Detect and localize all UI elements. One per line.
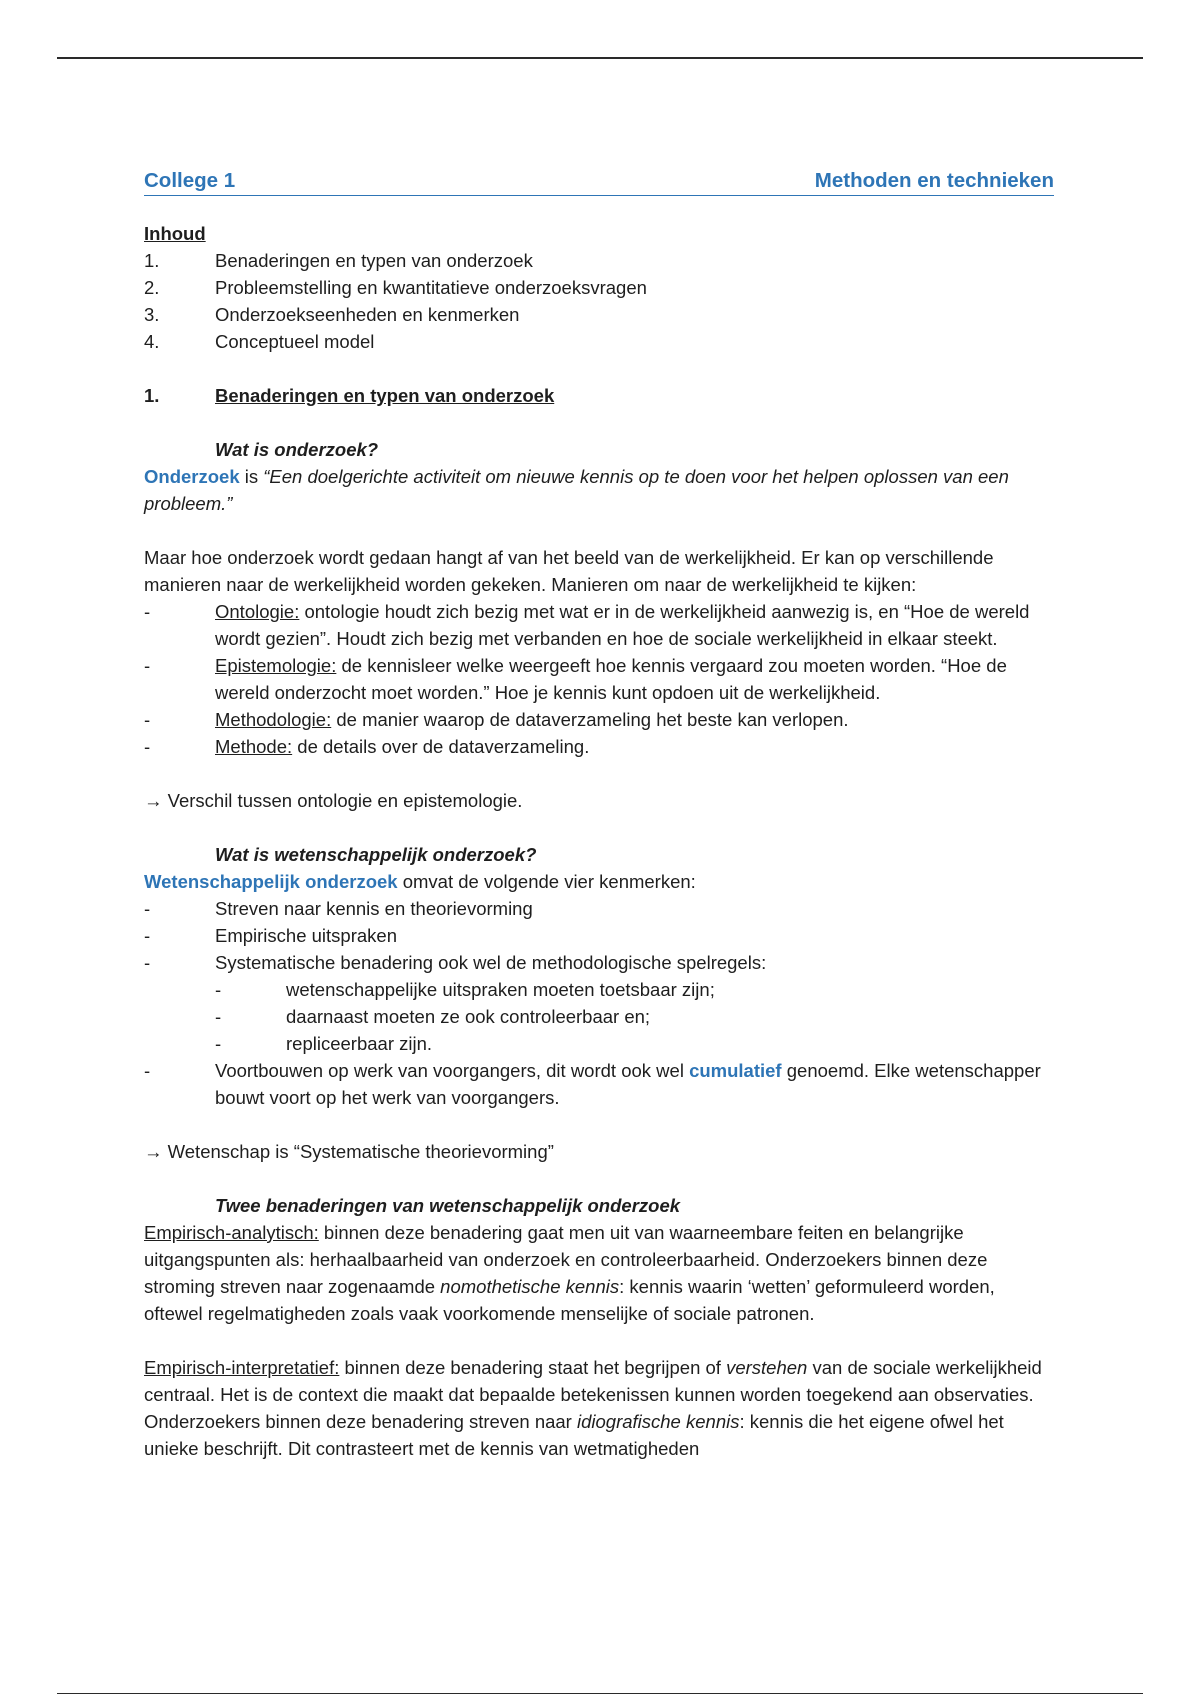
wetenschap-intro: Wetenschappelijk onderzoek omvat de volgende vier kenmerken: [144, 871, 696, 892]
toc-item: 1. Benaderingen en typen van onderzoek [144, 250, 533, 271]
intro-paragraph: Maar hoe onderzoek wordt gedaan hangt af van het beeld van de werkelijkheid. Er kan op verschillende manieren naar de werkelijkheid worden gekeken. Manieren om naar de werkelijkheid te kijken: [144, 547, 994, 595]
paragraph-empirisch-interpretatief: Empirisch-interpretatief: binnen deze benadering staat het begrijpen of verstehen van de sociale werkelijkheid centraal. Het is de context die maakt dat bepaalde betekenissen kunnen worden toegekend aan observaties. Onderzoekers binnen deze benadering streven naar idiografische kennis: kennis die het eigene ofwel het unieke beschrijft. Dit contrasteert met de kennis van wetmatigheden [144, 1357, 1042, 1459]
toc-list [144, 247, 1054, 355]
sub-list-item: - daarnaast moeten ze ook controleerbaar en; [215, 1006, 651, 1027]
ways-list [144, 598, 1054, 760]
list-item: - Streven naar kennis en theorievorming [144, 898, 533, 919]
arrow-note-2: → Wetenschap is “Systematische theorievorming” [144, 1141, 554, 1162]
page-header [144, 168, 1054, 196]
header-course: College 1 [144, 169, 236, 192]
paragraph-empirisch-analytisch: Empirisch-analytisch: binnen deze benadering gaat men uit van waarneembare feiten en belangrijke uitgangspunten als: herhaalbaarheid van onderzoek en controleerbaarheid. Onderzoekers binnen deze stroming streven naar zogenaamde nomothetische kennis: kennis waarin ‘wetten’ geformuleerd worden, oftewel regelmatigheden zoals vaak voorkomende menselijke of sociale patronen. [144, 1222, 995, 1324]
toc-item: 4. Conceptueel model [144, 331, 375, 352]
list-item: - Voortbouwen op werk van voorgangers, dit wordt ook wel cumulatief genoemd. Elke wetenschapper bouwt voort op het werk van voorgangers. [144, 1060, 1041, 1108]
list-item: - Epistemologie: de kennisleer welke weergeeft hoe kennis vergaard zou moeten worden. “Hoe de wereld onderzocht moet worden.” Hoe je kennis kunt opdoen uit de werkelijkheid. [144, 655, 1007, 703]
subheading-wetenschappelijk: Wat is wetenschappelijk onderzoek? [215, 844, 537, 865]
header-subject: Methoden en technieken [814, 169, 1054, 192]
list-item: - Systematische benadering ook wel de methodologische spelregels: [144, 952, 767, 973]
section-heading: 1. Benaderingen en typen van onderzoek [144, 385, 555, 406]
list-item: - Methode: de details over de dataverzameling. [144, 736, 590, 757]
subheading-twee-benaderingen: Twee benaderingen van wetenschappelijk onderzoek [215, 1195, 681, 1216]
sub-list-item: - repliceerbaar zijn. [215, 1033, 433, 1054]
sub-list-item: - wetenschappelijke uitspraken moeten toetsbaar zijn; [215, 979, 715, 1000]
list-item: - Ontologie: ontologie houdt zich bezig met wat er in de werkelijkheid aanwezig is, en “Hoe de wereld wordt gezien”. Houdt zich bezig met verbanden en hoe de sociale werkelijkheid in elkaar steekt. [144, 601, 1030, 649]
kenmerken-list [144, 895, 1054, 1111]
bottom-rule [57, 1693, 1143, 1694]
top-rule [57, 57, 1143, 59]
document-page [144, 168, 1054, 1462]
definition-onderzoek: Onderzoek is “Een doelgerichte activiteit om nieuwe kennis op te doen voor het helpen oplossen van een probleem.” [144, 466, 1009, 514]
toc-item: 3. Onderzoekseenheden en kenmerken [144, 304, 520, 325]
subheading-wat-is-onderzoek: Wat is onderzoek? [215, 439, 379, 460]
arrow-note-1: → Verschil tussen ontologie en epistemologie. [144, 790, 523, 811]
toc-title: Inhoud [144, 223, 206, 244]
list-item: - Empirische uitspraken [144, 925, 397, 946]
list-item: - Methodologie: de manier waarop de dataverzameling het beste kan verlopen. [144, 709, 849, 730]
toc-item: 2. Probleemstelling en kwantitatieve onderzoeksvragen [144, 277, 647, 298]
